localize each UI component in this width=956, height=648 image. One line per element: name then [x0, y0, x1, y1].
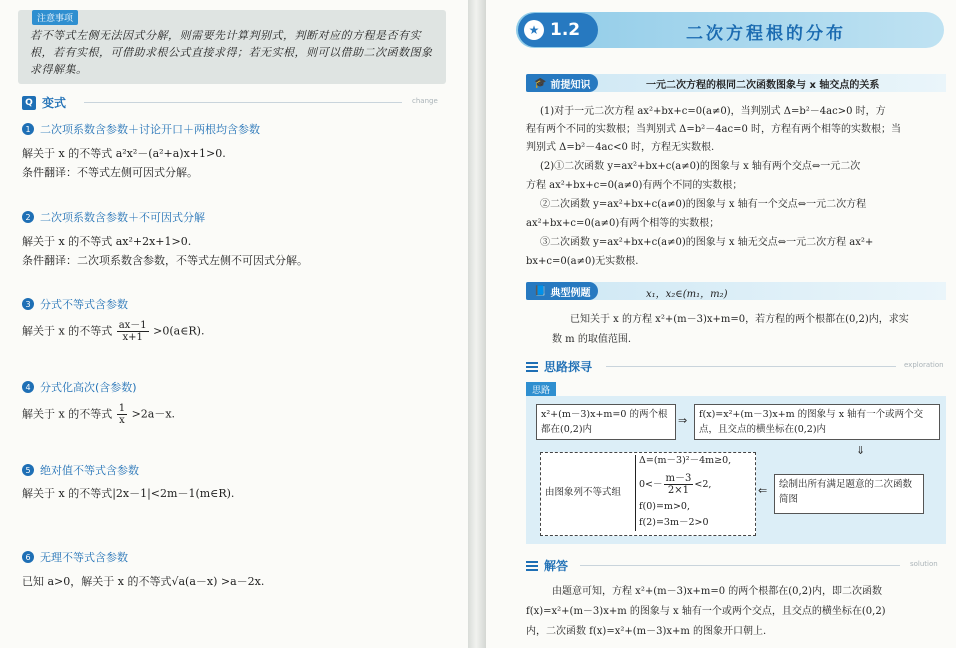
example-formula: x₁，x₂∈(m₁，m₂) — [646, 289, 728, 300]
variant-6-title — [22, 549, 128, 565]
example-line: 已知关于 x 的方程 x²+(m－3)x+m=0，若方程的两个根都在(0,2)内，求实 — [570, 314, 909, 325]
variant-2-problem: 解关于 x 的不等式 ax²+2x+1>0. — [22, 235, 192, 248]
section-divider — [84, 102, 402, 103]
prereq-line: 判别式 Δ=b²－4ac<0 时，方程无实数根. — [526, 142, 715, 153]
problem-suffix: >2a－x. — [131, 407, 176, 421]
variant-6-problem: 已知 a>0，解关于 x 的不等式√a(a－x) >a－2x. — [22, 575, 265, 588]
prereq-line: (2)①二次函数 y=ax²+bx+c(a≠0)的图象与 x 轴有两个交点⇔一元二次 — [540, 161, 861, 172]
prereq-line: ③二次函数 y=ax²+bx+c(a≠0)的图象与 x 轴无交点⇔一元二次方程 ax²+ — [540, 237, 874, 248]
prereq-line: 方程 ax²+bx+c=0(a≠0)有两个不同的实数根； — [526, 180, 743, 191]
solution-eng-label: solution — [910, 560, 938, 568]
solution-title: 解答 — [544, 559, 569, 573]
question-icon: Q — [22, 96, 36, 110]
prereq-tag-label: 前提知识 — [550, 79, 591, 91]
thinking-title: 思路探寻 — [544, 360, 593, 374]
problem-prefix: 解关于 x 的不等式 — [22, 407, 113, 421]
fraction-denominator: x+1 — [122, 332, 143, 343]
fraction — [664, 473, 694, 496]
cap-icon: 🎓 — [534, 77, 547, 89]
thinking-heading — [526, 358, 592, 375]
number-badge: 5 — [22, 464, 34, 476]
flow-box-inequalities — [540, 452, 756, 536]
prereq-header — [526, 74, 946, 92]
prereq-line: ②二次函数 y=ax²+bx+c(a≠0)的图象与 x 轴有一个交点⇔一元二次方程 — [540, 199, 867, 210]
section-heading-variant — [22, 94, 66, 111]
section-eng-label: change — [412, 97, 438, 105]
fraction-numerator: m－3 — [665, 473, 692, 484]
variant-5-problem: 解关于 x 的不等式|2x－1|<2m－1(m∈R). — [22, 487, 235, 500]
variant-5-title-text: 绝对值不等式含参数 — [40, 464, 139, 477]
inequality-label: 由图象列不等式组 — [545, 487, 622, 498]
section-title: 变式 — [42, 96, 67, 110]
variant-1-title-text: 二次项系数含参数＋讨论开口＋两根均含参数 — [40, 123, 260, 136]
solution-line: 由题意可知，方程 x²+(m－3)x+m=0 的两个根都在(0,2)内，即二次函数 — [552, 586, 882, 597]
down-arrow-icon: ⇓ — [856, 444, 866, 457]
book-gutter — [468, 0, 486, 648]
example-header — [526, 282, 946, 300]
solution-heading — [526, 557, 568, 574]
variant-4-title — [22, 379, 137, 395]
variant-1-problem: 解关于 x 的不等式 a²x²－(a²+a)x+1>0. — [22, 147, 226, 160]
example-line: 数 m 的取值范围. — [552, 334, 632, 345]
inequality-suffix: <2, — [694, 479, 712, 490]
prereq-tag — [526, 74, 598, 92]
brace — [635, 455, 636, 531]
left-page — [0, 0, 468, 648]
variant-3-problem — [22, 320, 204, 343]
inequality-line: f(0)=m>0, — [639, 501, 690, 512]
variant-3-title — [22, 296, 128, 312]
variant-6-title-text: 无理不等式含参数 — [40, 551, 128, 564]
solution-divider — [580, 565, 900, 566]
example-tag — [526, 282, 598, 300]
note-text: 若不等式左侧无法因式分解，则需要先计算判别式，判断对应的方程是否有实根，若有实根，可借助求根公式直接求得；若无实根，则可以借助二次函数图象求得解集。 — [30, 29, 433, 76]
example-tag-label: 典型例题 — [550, 287, 591, 299]
problem-suffix: >0(a∈R). — [153, 324, 205, 338]
prereq-line: ax²+bx+c=0(a≠0)有两个相等的实数根； — [526, 218, 720, 229]
chapter-title-bar — [516, 12, 944, 48]
prereq-line: 程有两个不同的实数根；当判别式 Δ=b²－4ac=0 时，方程有两个相等的实数根；当 — [526, 124, 902, 135]
inequality-line: Δ=(m－3)²－4m≥0, — [639, 455, 732, 466]
solution-line: f(x)=x²+(m－3)x+m 的图象与 x 轴有一个或两个交点，且交点的横坐标在(0,2) — [526, 606, 886, 617]
flow-box-graph: f(x)=x²+(m－3)x+m 的图象与 x 轴有一个或两个交点，且交点的横坐标在(0,2)内 — [694, 404, 940, 440]
fraction-denominator: x — [119, 415, 125, 426]
star-icon: ★ — [524, 20, 544, 40]
variant-2-translation: 条件翻译：二次项系数含参数，不等式左侧不可因式分解。 — [22, 254, 308, 267]
prereq-line: (1)对于一元二次方程 ax²+bx+c=0(a≠0)，当判别式 Δ=b²－4ac>0 时，方 — [540, 106, 886, 117]
note-tag: 注意事项 — [32, 10, 78, 25]
solution-line: 内，二次函数 f(x)=x²+(m－3)x+m 的图象开口朝上. — [526, 626, 767, 637]
variant-2-title — [22, 209, 205, 225]
right-page — [486, 0, 956, 648]
right-arrow-icon: ⇒ — [678, 414, 688, 427]
variant-1-translation: 条件翻译：不等式左侧可因式分解。 — [22, 166, 198, 179]
variant-5-title — [22, 462, 139, 478]
variant-1-title — [22, 121, 260, 137]
list-icon — [526, 560, 538, 572]
chapter-title: 二次方程根的分布 — [686, 24, 846, 44]
variant-3-title-text: 分式不等式含参数 — [40, 298, 128, 311]
number-badge: 2 — [22, 211, 34, 223]
prereq-line: bx+c=0(a≠0)无实数根. — [526, 256, 639, 267]
fraction-numerator: ax－1 — [118, 320, 147, 331]
fraction-numerator: 1 — [118, 403, 126, 414]
number-badge: 3 — [22, 298, 34, 310]
number-badge: 4 — [22, 381, 34, 393]
inequality-line: f(2)=3m－2>0 — [639, 517, 709, 528]
number-badge: 1 — [22, 123, 34, 135]
section-number-badge — [518, 13, 598, 47]
number-badge: 6 — [22, 551, 34, 563]
inequality-prefix: 0<－ — [639, 479, 663, 490]
section-number: 1.2 — [550, 20, 581, 40]
flow-box-sketch: 绘制出所有满足题意的二次函数简图 — [774, 474, 924, 514]
fraction — [117, 320, 149, 343]
thinking-eng-label: exploration — [904, 361, 944, 369]
list-icon — [526, 361, 538, 373]
flow-box-condition: x²+(m－3)x+m=0 的两个根都在(0,2)内 — [536, 404, 676, 440]
inequality-line — [639, 473, 711, 496]
fraction-denominator: 2×1 — [667, 485, 689, 496]
idea-tag: 思路 — [526, 382, 556, 397]
variant-4-problem — [22, 403, 175, 426]
book-icon: 📘 — [534, 285, 547, 297]
problem-prefix: 解关于 x 的不等式 — [22, 324, 113, 338]
note-box — [18, 10, 446, 84]
fraction — [117, 403, 127, 426]
variant-2-title-text: 二次项系数含参数＋不可因式分解 — [40, 211, 205, 224]
flow-diagram — [526, 396, 946, 544]
prereq-description: 一元二次方程的根同二次函数图象与 x 轴交点的关系 — [646, 80, 880, 91]
left-arrow-icon: ⇐ — [758, 484, 768, 497]
thinking-divider — [606, 366, 896, 367]
variant-4-title-text: 分式化高次(含参数) — [40, 381, 137, 394]
